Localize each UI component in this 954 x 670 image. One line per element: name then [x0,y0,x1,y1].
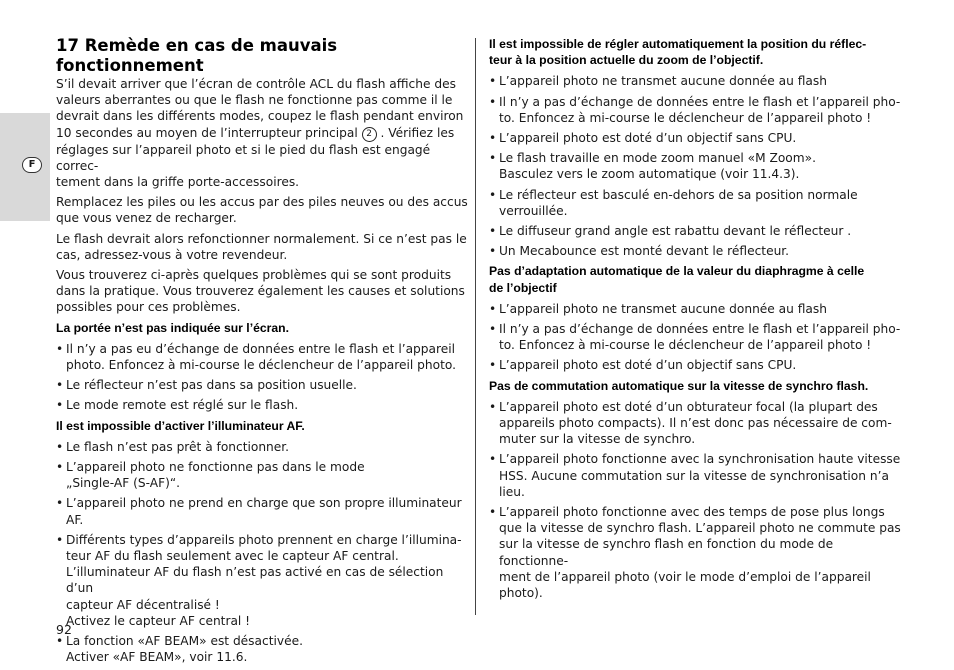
text-line: que vous venez de recharger. [56,211,237,226]
text-line: de l’objectif [489,280,557,295]
text-line: • L’appareil photo fonctionne avec la synchronisation haute vitesse [499,452,901,467]
bullet-list [489,301,904,374]
text-line: devrait dans les différents modes, coupez le flash pendant environ [56,109,464,124]
text-line: • L’appareil photo est doté d’un objectif sans CPU. [499,131,797,146]
text-line: que la vitesse de synchro flash. L’appareil photo ne commute pas [499,521,901,536]
list-item [56,459,468,491]
language-badge: F [22,157,42,173]
list-item [489,399,904,448]
section-heading: 17 Remède en cas de mauvais fonctionnement [56,36,338,75]
subsection-title [489,378,904,394]
list-item [489,243,904,259]
text-line: • Le réflecteur est basculé en-dehors de sa position normale [499,187,858,202]
text-line: teur à la position actuelle du zoom de l’objectif. [489,53,764,68]
text-line: Activer «AF BEAM», voir 11.6. [66,650,248,665]
text-line: Pas de commutation automatique sur la vitesse de synchro flash. [489,378,869,393]
list-item [489,451,904,500]
text-line: • Le flash travaille en mode zoom manuel «M Zoom». [499,151,816,166]
text-line: Remplacez les piles ou les accus par des piles neuves ou des accus [56,195,468,210]
text-line: • Le mode remote est réglé sur le flash. [66,398,299,413]
text-line: dans la pratique. Vous trouverez également les causes et solutions [56,284,465,299]
list-item [56,397,468,413]
text-line: • Un Mecabounce est monté devant le réflecteur. [499,244,790,259]
text-line: Basculez vers le zoom automatique (voir 11.4.3). [499,167,800,182]
text-line: valeurs aberrantes ou que le flash ne fonctionne pas comme il le [56,93,453,108]
text-line: • Il n’y a pas eu d’échange de données entre le flash et l’appareil [66,341,456,356]
list-item [489,150,904,182]
text-line: Vous trouverez ci-après quelques problèmes qui se sont produits [56,268,452,283]
list-item [56,439,468,455]
text-line: • L’appareil photo ne transmet aucune donnée au flash [499,74,827,89]
list-item [56,341,468,373]
intro-paragraph [56,76,468,190]
text-line: ment de l’appareil photo (voir le mode d’emploi de l’appareil [499,569,871,584]
text-line: HSS. Aucune commutation sur la vitesse de synchronisation n’a [499,468,889,483]
right-column [489,36,904,605]
text-line: Pas d’adaptation automatique de la valeur du diaphragme à celle [489,264,865,279]
text-line: sur la vitesse de synchro flash en fonction du mode de fonctionne- [499,537,834,568]
text-fragment: . Vérifiez les [380,125,455,140]
text-line: „Single-AF (S-AF)“. [66,476,181,491]
text-line: capteur AF décentralisé ! [66,597,220,612]
text-line: appareils photo compacts). Il n’est donc pas nécessaire de com- [499,416,892,431]
text-line: • Le diffuseur grand angle est rabattu devant le réflecteur . [499,224,852,239]
list-item [56,633,468,665]
list-item [489,187,904,219]
text-line: lieu. [499,484,525,499]
circled-number-icon: 2 [362,127,377,142]
left-column [56,36,468,670]
text-line: to. Enfoncez à mi-course le déclencheur de l’appareil photo ! [499,110,872,125]
list-item [489,94,904,126]
text-line: muter sur la vitesse de synchro. [499,432,696,447]
list-item [489,504,904,601]
text-line: • La fonction «AF BEAM» est désactivée. [66,634,303,649]
paragraph [56,194,468,226]
list-item [489,301,904,317]
paragraph [56,231,468,263]
list-item [489,321,904,353]
list-item [56,495,468,527]
text-line: photo. Enfoncez à mi-course le déclencheur de l’appareil photo. [66,358,456,373]
list-item [56,377,468,393]
list-item [489,223,904,239]
text-line: AF. [66,512,84,527]
bullet-list [56,341,468,414]
subsection-title [489,36,904,68]
text-line: • L’appareil photo ne transmet aucune donnée au flash [499,301,827,316]
text-line: • L’appareil photo ne fonctionne pas dans le mode [66,460,365,475]
text-line: réglages sur l’appareil photo et si le pied du flash est engagé correc- [56,142,431,173]
text-line: to. Enfoncez à mi-course le déclencheur de l’appareil photo ! [499,338,872,353]
text-line: Il est impossible de régler automatiquement la position du réflec- [489,37,867,51]
text-line: photo). [499,586,543,601]
text-line: • Il n’y a pas d’échange de données entre le flash et l’appareil pho- [499,94,901,109]
text-line: Activez le capteur AF central ! [66,613,251,628]
text-line: • Le flash n’est pas prêt à fonctionner. [66,439,290,454]
text-line: verrouillée. [499,203,568,218]
text-line [56,125,468,142]
text-line: possibles pour ces problèmes. [56,300,241,315]
text-line: L’illuminateur AF du flash n’est pas activé en cas de sélection d’un [66,565,444,596]
bullet-list [489,73,904,259]
list-item [489,357,904,373]
text-line: • Il n’y a pas d’échange de données entre le flash et l’appareil pho- [499,322,901,337]
text-line: • L’appareil photo est doté d’un obturateur focal (la plupart des [499,399,878,414]
bullet-list [489,399,904,601]
list-item [489,130,904,146]
text-line: • Différents types d’appareils photo prennent en charge l’illumina- [66,532,462,547]
page-number: 92 [56,622,72,637]
paragraph [56,267,468,316]
text-line: • Le réflecteur n’est pas dans sa position usuelle. [66,378,357,393]
text-line: teur AF du flash seulement avec le capteur AF central. [66,549,399,564]
text-line: • L’appareil photo est doté d’un objectif sans CPU. [499,358,797,373]
column-divider [475,38,476,615]
subsection-title: La portée n’est pas indiquée sur l’écran. [56,320,289,335]
subsection-title [489,263,904,295]
text-line: • L’appareil photo ne prend en charge que son propre illuminateur [66,496,462,511]
text-line: cas, adressez-vous à votre revendeur. [56,247,288,262]
text-line: • L’appareil photo fonctionne avec des temps de pose plus longs [499,505,885,520]
list-item [56,532,468,629]
text-line: Le flash devrait alors refonctionner normalement. Si ce n’est pas le [56,231,467,246]
text-line: S’il devait arriver que l’écran de contrôle ACL du flash affiche des [56,77,456,91]
list-item [489,73,904,89]
text-fragment: 10 secondes au moyen de l’interrupteur principal [56,125,358,140]
text-line: tement dans la griffe porte-accessoires. [56,175,300,190]
subsection-title: Il est impossible d’activer l’illuminateur AF. [56,418,305,433]
bullet-list [56,439,468,666]
